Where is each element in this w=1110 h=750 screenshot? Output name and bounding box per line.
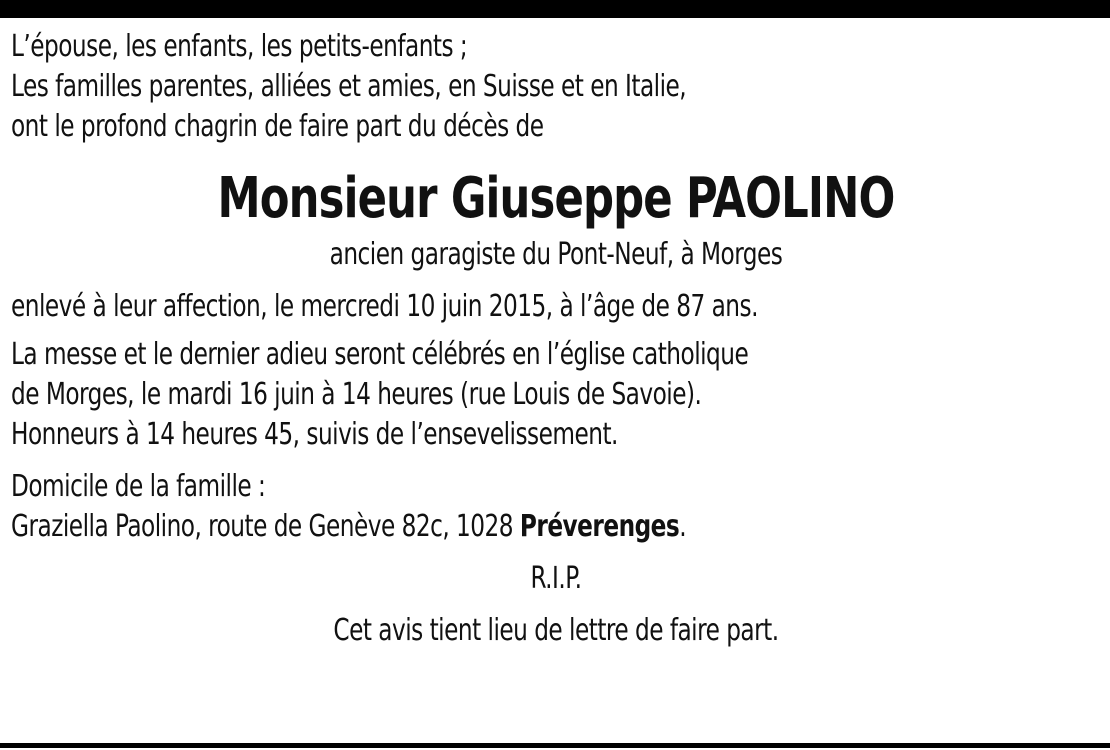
intro-line-2: Les familles parentes, alliées et amies, en Suisse et en Italie,: [11, 69, 687, 104]
deceased-name: Monsieur Giuseppe PAOLINO: [217, 166, 895, 231]
domicile-label: Domicile de la famille :: [11, 469, 266, 504]
domicile-end: .: [679, 509, 687, 544]
intro-line-3: ont le profond chagrin de faire part du décès de: [11, 109, 544, 144]
deceased-description: ancien garagiste du Pont-Neuf, à Morges: [329, 237, 783, 272]
closing-note: Cet avis tient lieu de lettre de faire part.: [333, 613, 779, 648]
service-line-1: La messe et le dernier adieu seront célébrés en l’église catholique: [11, 337, 749, 372]
intro-line-1: L’épouse, les enfants, les petits-enfants ;: [11, 29, 468, 64]
top-border-rule: [0, 0, 1110, 18]
rip-text: R.I.P.: [530, 561, 582, 596]
domicile-address: [11, 507, 948, 547]
service-line-2: de Morges, le mardi 16 juin à 14 heures (rue Louis de Savoie).: [11, 377, 702, 412]
obituary-notice: [11, 27, 1101, 651]
domicile-town: Préverenges: [519, 509, 680, 544]
death-notice: enlevé à leur affection, le mercredi 10 juin 2015, à l’âge de 87 ans.: [11, 289, 758, 324]
bottom-border-rule: [0, 743, 1110, 748]
service-line-3: Honneurs à 14 heures 45, suivis de l’ensevelissement.: [11, 417, 618, 452]
domicile-street: Graziella Paolino, route de Genève 82c, 1028: [11, 509, 520, 544]
